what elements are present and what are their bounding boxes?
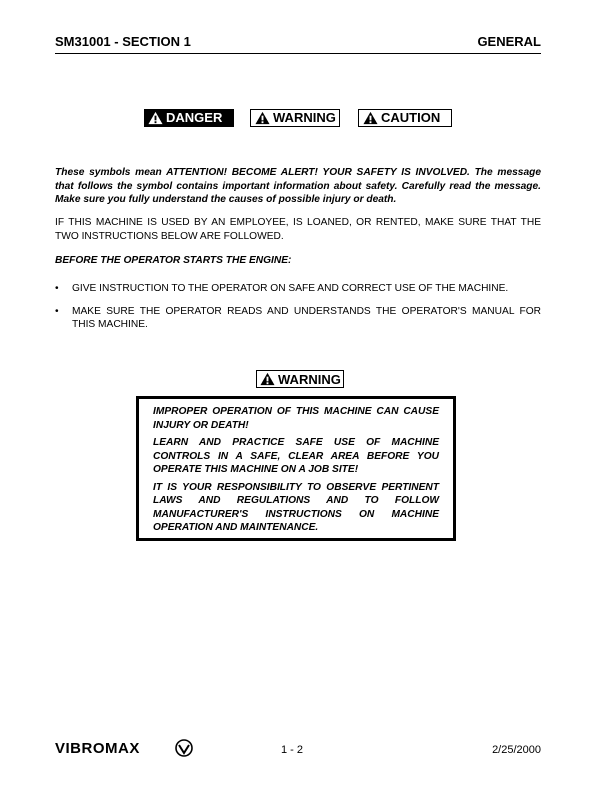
machine-notice-paragraph: IF THIS MACHINE IS USED BY AN EMPLOYEE, IS LOANED, OR RENTED, MAKE SURE THAT THE TWO INSTRUCTIONS BELOW ARE FOLLOWED. xyxy=(55,217,541,242)
list-item xyxy=(55,282,541,296)
before-start-heading: BEFORE THE OPERATOR STARTS THE ENGINE: xyxy=(55,255,292,266)
instruction-list xyxy=(55,282,541,341)
vibromax-logo xyxy=(55,737,195,759)
list-item-text: MAKE SURE THE OPERATOR READS AND UNDERSTANDS THE OPERATOR'S MANUAL FOR THIS MACHINE. xyxy=(72,305,541,330)
signal-word-row xyxy=(144,109,454,129)
danger-label: DANGER xyxy=(166,110,223,125)
list-item-text: GIVE INSTRUCTION TO THE OPERATOR ON SAFE AND CORRECT USE OF THE MACHINE. xyxy=(72,283,509,294)
header-divider xyxy=(55,53,541,54)
page-number: 1 - 2 xyxy=(281,744,304,756)
warning-label: WARNING xyxy=(273,110,336,125)
warning-paragraph: IMPROPER OPERATION OF THIS MACHINE CAN CAUSE INJURY OR DEATH! xyxy=(153,406,439,431)
warning-paragraph: LEARN AND PRACTICE SAFE USE OF MACHINE CONTROLS IN A SAFE, CLEAR AREA BEFORE YOU OPERATE THIS MACHINE ON A JOB SITE! xyxy=(153,437,439,475)
warning-signal xyxy=(250,109,340,127)
alert-triangle-icon xyxy=(260,372,275,386)
symbols-intro-paragraph: These symbols mean ATTENTION! BECOME ALERT! YOUR SAFETY IS INVOLVED. The message that follows the symbol contains important information about safety. Carefully read the message. Make sure you fully understand the causes of possible injury or death. xyxy=(55,167,541,205)
revision-date: 2/25/2000 xyxy=(492,744,541,756)
vibromax-mark-icon xyxy=(176,740,192,756)
warning-box-label xyxy=(256,370,344,388)
warning-box xyxy=(136,396,456,541)
page-header xyxy=(55,32,541,52)
alert-triangle-icon xyxy=(255,111,270,125)
danger-signal xyxy=(144,109,234,127)
bullet-icon: • xyxy=(55,283,59,294)
warning-box-label-text: WARNING xyxy=(278,371,341,387)
warning-paragraph: IT IS YOUR RESPONSIBILITY TO OBSERVE PERTINENT LAWS AND REGULATIONS AND TO FOLLOW MANUFACTURER'S INSTRUCTIONS ON MACHINE OPERATION AND MAINTENANCE. xyxy=(153,481,439,533)
bullet-icon: • xyxy=(55,305,59,317)
alert-triangle-icon xyxy=(363,111,378,125)
header-section-title: SM31001 - SECTION 1 xyxy=(55,34,191,49)
header-chapter-title: GENERAL xyxy=(477,34,541,49)
list-item xyxy=(55,305,541,332)
alert-triangle-icon xyxy=(148,111,163,125)
logo-text: VIBROMAX xyxy=(55,740,140,757)
caution-label: CAUTION xyxy=(381,110,441,125)
caution-signal xyxy=(358,109,452,127)
